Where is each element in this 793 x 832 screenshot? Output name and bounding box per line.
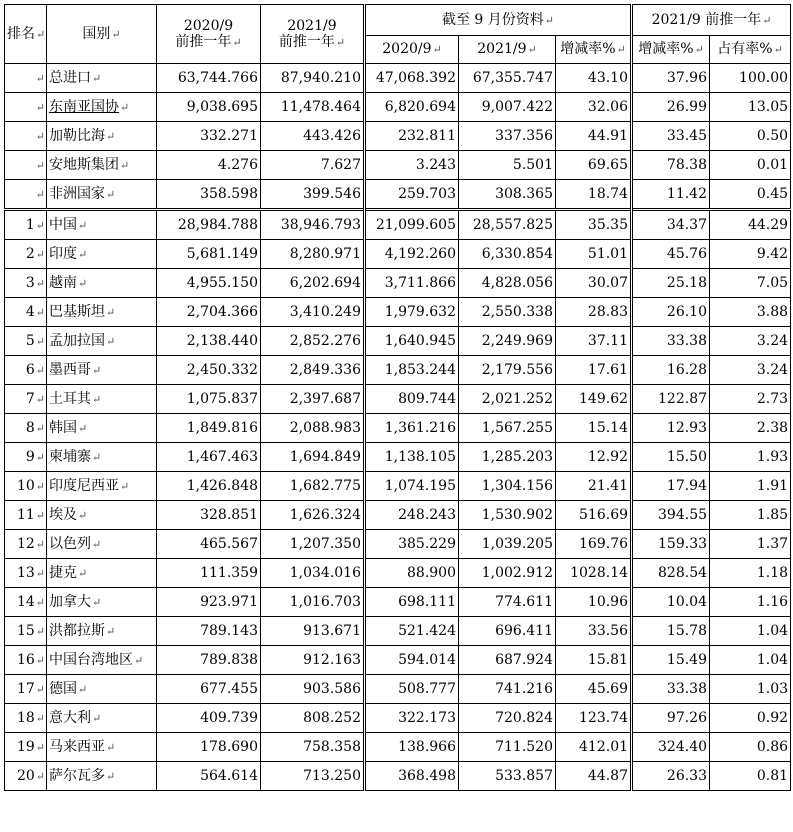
value-sep-2020: 698.111 [365,588,459,617]
rank-cell: 10↵ [5,472,47,501]
value-2021-prior-year: 443.426 [261,122,365,151]
table-row [5,675,791,704]
value-sep-rate: 32.06 [556,93,632,122]
table-row [5,733,791,762]
value-2021-prior-year: 38,946.793 [261,210,365,240]
import-table [4,4,791,791]
value-sep-rate: 15.14 [556,414,632,443]
value-sep-2021: 711.520 [459,733,556,762]
rank-cell: 3↵ [5,269,47,298]
value-year-rate: 25.18 [632,269,710,298]
table-row [5,64,791,93]
country-cell: 越南↵ [47,269,157,298]
value-sep-2020: 4,192.260 [365,240,459,269]
value-sep-rate: 35.35 [556,210,632,240]
rank-cell: 12↵ [5,530,47,559]
value-2020-prior-year: 2,450.332 [157,356,261,385]
value-2021-prior-year: 1,626.324 [261,501,365,530]
value-year-share: 1.16 [710,588,791,617]
value-sep-2020: 521.424 [365,617,459,646]
value-year-rate: 33.38 [632,327,710,356]
country-cell: 意大利↵ [47,704,157,733]
table-row [5,559,791,588]
value-2020-prior-year: 358.598 [157,180,261,210]
value-sep-2020: 1,640.945 [365,327,459,356]
value-year-share: 1.04 [710,617,791,646]
value-year-share: 9.42 [710,240,791,269]
summary-rows [5,64,791,210]
country-cell: 以色列↵ [47,530,157,559]
value-sep-2021: 741.216 [459,675,556,704]
rank-cell: ↵ [5,151,47,180]
value-year-share: 0.86 [710,733,791,762]
country-cell: 柬埔寨↵ [47,443,157,472]
value-sep-rate: 15.81 [556,646,632,675]
value-year-rate: 33.38 [632,675,710,704]
value-sep-2020: 322.173 [365,704,459,733]
value-2020-prior-year: 4,955.150 [157,269,261,298]
value-sep-2020: 248.243 [365,501,459,530]
header-year-share: 占有率%↵ [710,36,791,64]
value-sep-2020: 809.744 [365,385,459,414]
value-2021-prior-year: 913.671 [261,617,365,646]
value-year-rate: 122.87 [632,385,710,414]
value-sep-rate: 123.74 [556,704,632,733]
value-year-share: 44.29 [710,210,791,240]
header-2021-prior-year: 2021/9 前推一年↵ [261,5,365,64]
value-2020-prior-year: 1,849.816 [157,414,261,443]
value-sep-rate: 37.11 [556,327,632,356]
value-sep-2021: 2,179.556 [459,356,556,385]
value-sep-2021: 1,530.902 [459,501,556,530]
table-row [5,269,791,298]
header-year-rate: 增减率%↵ [632,36,710,64]
value-year-share: 0.01 [710,151,791,180]
value-year-share: 3.88 [710,298,791,327]
value-sep-rate: 1028.14 [556,559,632,588]
table-row [5,704,791,733]
country-cell: 马来西亚↵ [47,733,157,762]
country-cell: 非洲国家↵ [47,180,157,210]
rank-cell: 1↵ [5,210,47,240]
value-2021-prior-year: 2,088.983 [261,414,365,443]
value-sep-2020: 259.703 [365,180,459,210]
country-cell: 韩国↵ [47,414,157,443]
rank-cell: 18↵ [5,704,47,733]
value-year-rate: 78.38 [632,151,710,180]
value-2020-prior-year: 1,075.837 [157,385,261,414]
rank-cell: 8↵ [5,414,47,443]
table-row [5,93,791,122]
value-sep-2020: 594.014 [365,646,459,675]
value-2020-prior-year: 178.690 [157,733,261,762]
value-sep-2021: 1,304.156 [459,472,556,501]
country-cell: 东南亚国协↵ [47,93,157,122]
rank-cell: 4↵ [5,298,47,327]
table-row [5,414,791,443]
rank-cell: 16↵ [5,646,47,675]
value-sep-2021: 774.611 [459,588,556,617]
header-country: 国别↵ [47,5,157,64]
value-sep-rate: 28.83 [556,298,632,327]
value-sep-rate: 69.65 [556,151,632,180]
value-sep-rate: 21.41 [556,472,632,501]
rank-cell: ↵ [5,64,47,93]
value-2020-prior-year: 789.143 [157,617,261,646]
country-cell: 印度尼西亚↵ [47,472,157,501]
table-row [5,180,791,210]
value-2020-prior-year: 328.851 [157,501,261,530]
value-year-rate: 324.40 [632,733,710,762]
country-cell: 总进口↵ [47,64,157,93]
value-2021-prior-year: 912.163 [261,646,365,675]
value-year-share: 13.05 [710,93,791,122]
value-sep-2021: 2,021.252 [459,385,556,414]
rank-cell: 11↵ [5,501,47,530]
value-sep-2021: 1,285.203 [459,443,556,472]
value-sep-2021: 1,039.205 [459,530,556,559]
header-rank: 排名↵ [5,5,47,64]
value-year-share: 0.50 [710,122,791,151]
rank-cell: 14↵ [5,588,47,617]
value-year-rate: 15.78 [632,617,710,646]
value-sep-2020: 3.243 [365,151,459,180]
value-sep-rate: 18.74 [556,180,632,210]
table-row [5,617,791,646]
value-2021-prior-year: 758.358 [261,733,365,762]
rank-cell: 6↵ [5,356,47,385]
country-cell: 孟加拉国↵ [47,327,157,356]
rank-cell: 20↵ [5,762,47,791]
country-cell: 德国↵ [47,675,157,704]
header-sep-rate: 增减率%↵ [556,36,632,64]
value-2021-prior-year: 1,016.703 [261,588,365,617]
country-cell: 中国↵ [47,210,157,240]
value-2020-prior-year: 789.838 [157,646,261,675]
value-sep-2021: 67,355.747 [459,64,556,93]
rank-cell: 19↵ [5,733,47,762]
table-row [5,356,791,385]
value-year-share: 1.85 [710,501,791,530]
value-sep-2020: 138.966 [365,733,459,762]
value-sep-2021: 1,567.255 [459,414,556,443]
value-sep-2021: 696.411 [459,617,556,646]
rank-cell: 15↵ [5,617,47,646]
table-row [5,530,791,559]
country-cell: 洪都拉斯↵ [47,617,157,646]
value-year-rate: 12.93 [632,414,710,443]
value-sep-rate: 44.91 [556,122,632,151]
value-2021-prior-year: 1,207.350 [261,530,365,559]
value-year-rate: 10.04 [632,588,710,617]
country-cell: 埃及↵ [47,501,157,530]
value-sep-rate: 12.92 [556,443,632,472]
value-year-share: 3.24 [710,327,791,356]
rank-cell: 13↵ [5,559,47,588]
value-2021-prior-year: 2,849.336 [261,356,365,385]
value-sep-2020: 232.811 [365,122,459,151]
table-row [5,762,791,791]
value-year-rate: 159.33 [632,530,710,559]
value-sep-2020: 368.498 [365,762,459,791]
value-year-share: 7.05 [710,269,791,298]
value-sep-2021: 337.356 [459,122,556,151]
value-2020-prior-year: 465.567 [157,530,261,559]
table-row [5,646,791,675]
rank-cell: ↵ [5,122,47,151]
value-2021-prior-year: 87,940.210 [261,64,365,93]
country-cell: 巴基斯坦↵ [47,298,157,327]
value-sep-2021: 308.365 [459,180,556,210]
value-sep-2020: 6,820.694 [365,93,459,122]
value-sep-2021: 5.501 [459,151,556,180]
value-2020-prior-year: 332.271 [157,122,261,151]
country-cell: 加勒比海↵ [47,122,157,151]
value-sep-2021: 28,557.825 [459,210,556,240]
table-row [5,327,791,356]
value-year-share: 2.73 [710,385,791,414]
value-2021-prior-year: 2,397.687 [261,385,365,414]
value-sep-rate: 516.69 [556,501,632,530]
value-year-share: 1.18 [710,559,791,588]
header-sep-2020: 2020/9↵ [365,36,459,64]
value-sep-rate: 51.01 [556,240,632,269]
value-2020-prior-year: 9,038.695 [157,93,261,122]
value-sep-2021: 2,249.969 [459,327,556,356]
value-2020-prior-year: 28,984.788 [157,210,261,240]
table-header [5,5,791,64]
value-2020-prior-year: 2,138.440 [157,327,261,356]
value-2020-prior-year: 564.614 [157,762,261,791]
value-year-rate: 26.99 [632,93,710,122]
value-2021-prior-year: 8,280.971 [261,240,365,269]
value-year-rate: 15.50 [632,443,710,472]
value-sep-2021: 9,007.422 [459,93,556,122]
value-sep-2020: 1,979.632 [365,298,459,327]
header-sep-2021: 2021/9↵ [459,36,556,64]
rank-cell: ↵ [5,93,47,122]
country-cell: 土耳其↵ [47,385,157,414]
value-sep-rate: 169.76 [556,530,632,559]
value-sep-2021: 6,330.854 [459,240,556,269]
value-year-rate: 97.26 [632,704,710,733]
value-sep-rate: 33.56 [556,617,632,646]
value-sep-rate: 45.69 [556,675,632,704]
table-row [5,298,791,327]
country-cell: 中国台湾地区↵ [47,646,157,675]
value-2021-prior-year: 3,410.249 [261,298,365,327]
value-year-rate: 16.28 [632,356,710,385]
value-sep-2020: 385.229 [365,530,459,559]
value-sep-rate: 44.87 [556,762,632,791]
value-2021-prior-year: 1,694.849 [261,443,365,472]
value-sep-2020: 88.900 [365,559,459,588]
value-2020-prior-year: 4.276 [157,151,261,180]
rank-cell: ↵ [5,180,47,210]
value-sep-rate: 10.96 [556,588,632,617]
header-group-prior-year: 2021/9 前推一年↵ [632,5,791,36]
table-row [5,122,791,151]
value-2021-prior-year: 399.546 [261,180,365,210]
value-year-share: 0.45 [710,180,791,210]
value-year-share: 1.37 [710,530,791,559]
value-2021-prior-year: 7.627 [261,151,365,180]
value-year-share: 3.24 [710,356,791,385]
value-year-rate: 394.55 [632,501,710,530]
country-cell: 加拿大↵ [47,588,157,617]
country-cell: 捷克↵ [47,559,157,588]
value-2020-prior-year: 677.455 [157,675,261,704]
value-sep-rate: 149.62 [556,385,632,414]
country-cell: 墨西哥↵ [47,356,157,385]
value-sep-rate: 412.01 [556,733,632,762]
value-sep-2020: 1,361.216 [365,414,459,443]
value-year-share: 1.03 [710,675,791,704]
value-year-rate: 828.54 [632,559,710,588]
value-year-rate: 37.96 [632,64,710,93]
value-sep-2021: 687.924 [459,646,556,675]
rank-cell: 5↵ [5,327,47,356]
value-sep-2020: 47,068.392 [365,64,459,93]
value-2020-prior-year: 1,467.463 [157,443,261,472]
value-2021-prior-year: 1,682.775 [261,472,365,501]
value-year-rate: 11.42 [632,180,710,210]
value-year-share: 2.38 [710,414,791,443]
rank-cell: 2↵ [5,240,47,269]
value-2021-prior-year: 713.250 [261,762,365,791]
value-year-rate: 45.76 [632,240,710,269]
value-year-share: 0.92 [710,704,791,733]
value-2020-prior-year: 63,744.766 [157,64,261,93]
value-year-rate: 17.94 [632,472,710,501]
table-row [5,385,791,414]
table-row [5,588,791,617]
rank-cell: 7↵ [5,385,47,414]
value-sep-2020: 1,138.105 [365,443,459,472]
table-row [5,151,791,180]
value-sep-rate: 43.10 [556,64,632,93]
header-group-september: 截至 9 月份资料↵ [365,5,632,36]
value-2020-prior-year: 2,704.366 [157,298,261,327]
header-2020-prior-year: 2020/9 前推一年↵ [157,5,261,64]
value-2021-prior-year: 903.586 [261,675,365,704]
value-sep-rate: 17.61 [556,356,632,385]
value-sep-2021: 533.857 [459,762,556,791]
country-cell: 安地斯集团↵ [47,151,157,180]
value-2021-prior-year: 808.252 [261,704,365,733]
value-2020-prior-year: 111.359 [157,559,261,588]
value-year-rate: 26.33 [632,762,710,791]
value-sep-2020: 1,074.195 [365,472,459,501]
ranked-rows [5,210,791,791]
table-row [5,210,791,240]
value-year-share: 1.93 [710,443,791,472]
value-2020-prior-year: 1,426.848 [157,472,261,501]
value-2021-prior-year: 6,202.694 [261,269,365,298]
value-sep-2020: 1,853.244 [365,356,459,385]
value-year-share: 1.04 [710,646,791,675]
value-2021-prior-year: 11,478.464 [261,93,365,122]
value-year-share: 100.00 [710,64,791,93]
value-sep-2021: 2,550.338 [459,298,556,327]
value-sep-2020: 508.777 [365,675,459,704]
table-row [5,472,791,501]
value-sep-rate: 30.07 [556,269,632,298]
value-2021-prior-year: 1,034.016 [261,559,365,588]
value-sep-2020: 21,099.605 [365,210,459,240]
value-year-rate: 34.37 [632,210,710,240]
value-2021-prior-year: 2,852.276 [261,327,365,356]
table-row [5,240,791,269]
value-sep-2021: 4,828.056 [459,269,556,298]
country-cell: 印度↵ [47,240,157,269]
value-sep-2021: 1,002.912 [459,559,556,588]
value-2020-prior-year: 5,681.149 [157,240,261,269]
table-row [5,443,791,472]
value-sep-2021: 720.824 [459,704,556,733]
value-year-rate: 33.45 [632,122,710,151]
value-2020-prior-year: 409.739 [157,704,261,733]
value-year-rate: 15.49 [632,646,710,675]
value-sep-2020: 3,711.866 [365,269,459,298]
rank-cell: 17↵ [5,675,47,704]
rank-cell: 9↵ [5,443,47,472]
value-year-share: 1.91 [710,472,791,501]
country-cell: 萨尔瓦多↵ [47,762,157,791]
value-year-share: 0.81 [710,762,791,791]
table-row [5,501,791,530]
value-2020-prior-year: 923.971 [157,588,261,617]
value-year-rate: 26.10 [632,298,710,327]
